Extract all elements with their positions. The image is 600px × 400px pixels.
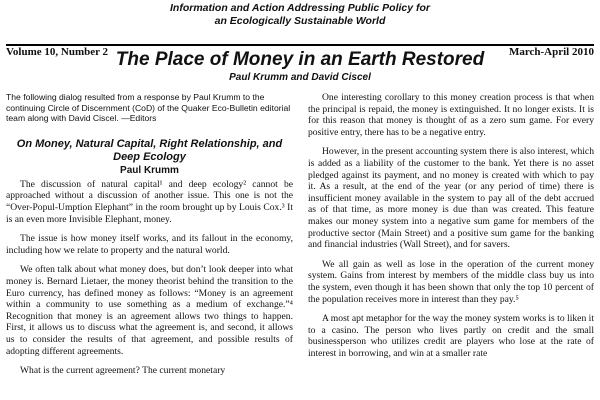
masthead-tagline-line2: an Ecologically Sustainable World [214, 15, 386, 27]
body-paragraph: What is the current agreement? The current monetary [20, 365, 226, 377]
body-paragraph: However, in the present accounting system there is also interest, which is added as a liability of the customer to the bank. Yet there is no asset pledged against its payment, and no money is created with which to pay it. As a result, at the end of the year (or any period of time) there is insufficient money available in the system to pay all of the debt accrued as of that time, as more money is due than was created. This feature makes our money system into a negative sum game for members of the productive sector (Main Street) and a positive sum game for the banking and financial industries (Wall Street), and for savers. [308, 146, 594, 251]
masthead-tagline-line1: Information and Action Addressing Public Policy for [170, 2, 430, 14]
body-paragraph: The discussion of natural capital¹ and deep ecology² cannot be approached without a discussion of another issue. This one is not the “Over-Popul-Umption Elephant” in the room brought up by Louis Cox.³ It is an even more Invisible Elephant, money. [6, 178, 293, 225]
section-title: On Money, Natural Capital, Right Relationship, and Deep Ecology [16, 137, 283, 163]
masthead [0, 0, 600, 36]
body-paragraph: One interesting corollary to this money creation process is that when the principal is repaid, the money is extinguished. It no longer exists. It is for this reason that money is thought of as a zero sum game. For every positive entry, there has to be a negative entry. [308, 92, 594, 138]
article-intro: The following dialog resulted from a response by Paul Krumm to the continuing Circle of Discernment (CoD) of the Quaker Eco-Bulletin editorial team along with David Ciscel. —Editors [6, 92, 291, 124]
section-author: Paul Krumm [120, 164, 179, 176]
body-paragraph: We all gain as well as lose in the operation of the current money system. Gains from interest by members of the middle class buy us into the system, even though it has been shown that only the top 10 percent of the population receives more in interest than they pay.⁵ [308, 258, 594, 305]
left-column [6, 92, 293, 377]
issue-date: March-April 2010 [508, 46, 594, 58]
issue-volume: Volume 10, Number 2 [6, 46, 109, 58]
body-paragraph: The issue is how money itself works, and its fallout in the economy, including how we relate to property and the natural world. [6, 233, 293, 256]
body-paragraph: We often talk about what money does, but don’t look deeper into what money is. Bernard Lietaer, the money theorist behind the transition to the Euro currency, has defined money as follows: “Money is an agreement within a community to use something as a medium of exchange.”⁴ Recognition that money is an agreement allows two things to happen. First, it allows us to discuss what the agreement is, and second, it allows us to consider the results of that agreement, and possible results of adopting different agreements. [6, 264, 293, 357]
right-column [308, 92, 594, 359]
article-title: The Place of Money in an Earth Restored [115, 49, 485, 70]
article-authors: Paul Krumm and David Ciscel [229, 72, 371, 83]
body-paragraph: A most apt metaphor for the way the money system works is to liken it to a casino. The person who lives partly on credit and the small businessperson who utilizes credit are players who lose at the rate of interest in borrowing, and win at a smaller rate [308, 313, 594, 359]
